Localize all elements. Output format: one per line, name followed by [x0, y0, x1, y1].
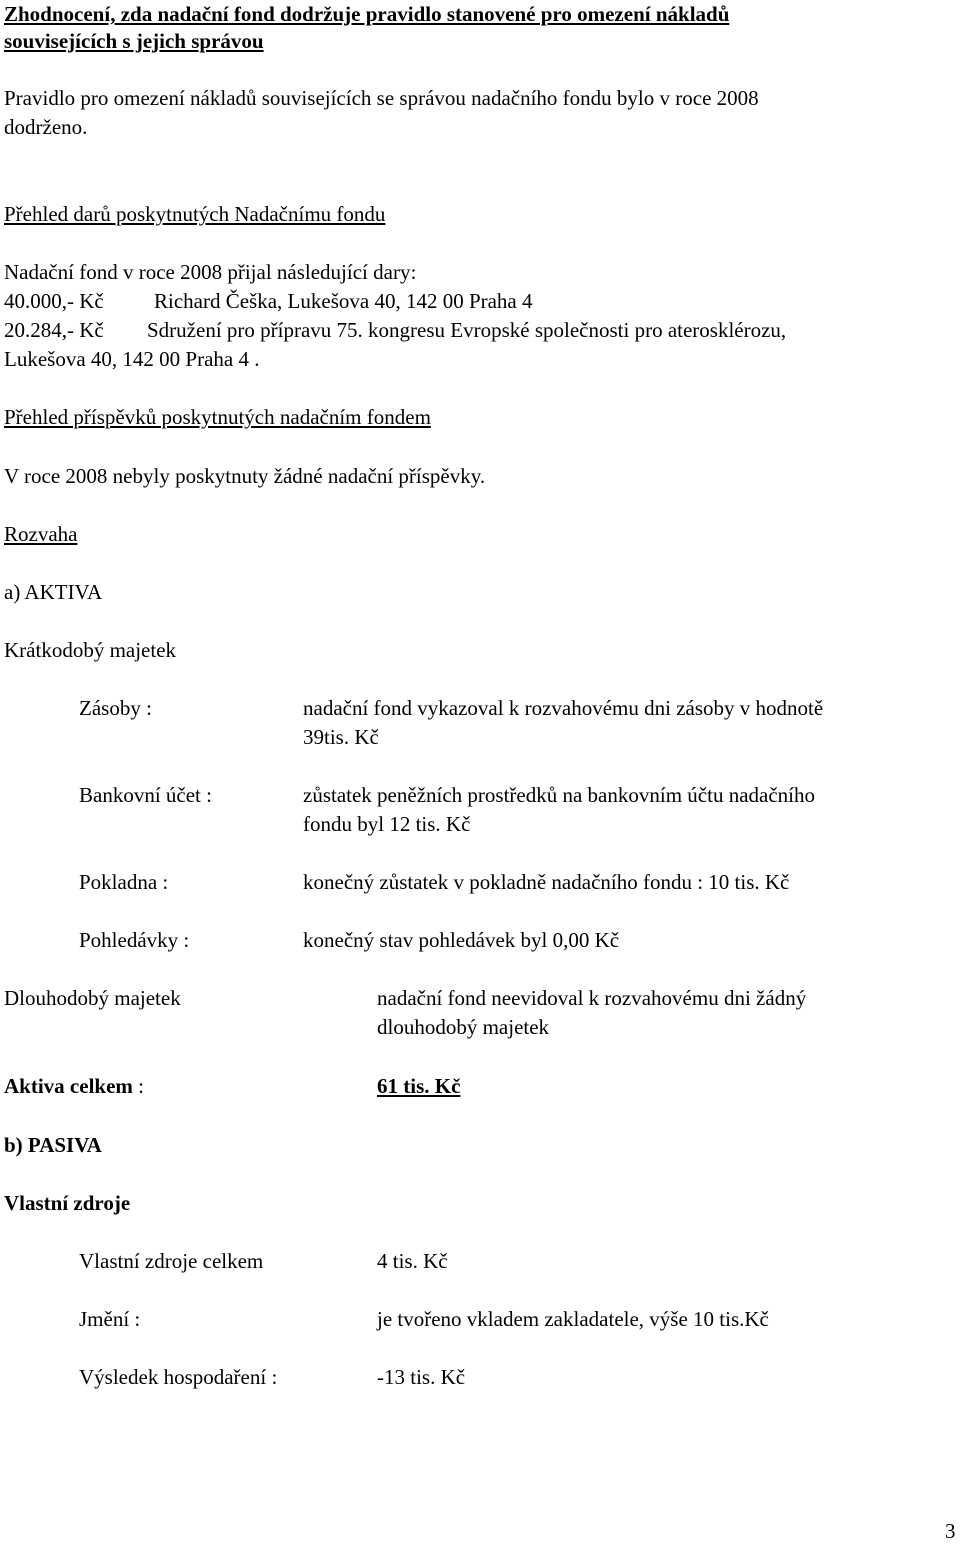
- long-term-assets-heading: Dlouhodobý majetek: [4, 986, 181, 1010]
- assets-total-value: 61 tis. Kč: [377, 1074, 461, 1098]
- short-term-item-value: zůstatek peněžních prostředků na bankovním účtu nadačního: [303, 783, 815, 807]
- gift-donor-continued: Lukešova 40, 142 00 Praha 4 .: [4, 347, 260, 371]
- short-term-item-label: Pokladna :: [79, 870, 169, 894]
- gift-donor: Sdružení pro přípravu 75. kongresu Evropské společnosti pro aterosklérozu,: [147, 318, 787, 342]
- gifts-heading: Přehled darů poskytnutých Nadačnímu fondu: [4, 202, 386, 226]
- contributions-text: V roce 2008 nebyly poskytnuty žádné nadační příspěvky.: [4, 464, 486, 488]
- equity-item-label: Vlastní zdroje celkem: [79, 1249, 264, 1273]
- equity-item-label: Jmění :: [79, 1307, 141, 1331]
- equity-item-label: Výsledek hospodaření :: [79, 1365, 278, 1389]
- equity-heading: Vlastní zdroje: [4, 1191, 131, 1215]
- short-term-item-value: 39tis. Kč: [303, 725, 379, 749]
- short-term-item-label: Pohledávky :: [79, 928, 190, 952]
- short-term-item-value: konečný zůstatek v pokladně nadačního fondu : 10 tis. Kč: [303, 870, 790, 894]
- gift-amount: 40.000,- Kč: [4, 289, 104, 313]
- long-term-assets-value: nadační fond neevidoval k rozvahovému dni žádný: [377, 986, 807, 1010]
- equity-item-value: -13 tis. Kč: [377, 1365, 466, 1389]
- cost-rule-heading-line2: souvisejících s jejich správou: [4, 29, 264, 53]
- assets-total-label-text: Aktiva celkem: [4, 1074, 133, 1098]
- assets-heading: a) AKTIVA: [4, 580, 103, 604]
- short-term-item-value: fondu byl 12 tis. Kč: [303, 812, 471, 836]
- gift-donor: Richard Češka, Lukešova 40, 142 00 Praha 4: [154, 289, 533, 313]
- cost-rule-text-line2: dodrženo.: [4, 115, 88, 139]
- equity-item-value: 4 tis. Kč: [377, 1249, 448, 1273]
- gift-amount: 20.284,- Kč: [4, 318, 104, 342]
- long-term-assets-value: dlouhodobý majetek: [377, 1015, 550, 1039]
- balance-heading: Rozvaha: [4, 522, 78, 546]
- contributions-heading: Přehled příspěvků poskytnutých nadačním fondem: [4, 405, 431, 429]
- gifts-intro: Nadační fond v roce 2008 přijal následující dary:: [4, 260, 417, 284]
- cost-rule-heading-line1: Zhodnocení, zda nadační fond dodržuje pravidlo stanovené pro omezení nákladů: [4, 2, 730, 26]
- assets-total-colon: :: [132, 1074, 144, 1098]
- equity-item-value: je tvořeno vkladem zakladatele, výše 10 tis.Kč: [377, 1307, 769, 1331]
- assets-total-label: [4, 1072, 144, 1101]
- liabilities-heading: b) PASIVA: [4, 1133, 102, 1157]
- short-term-item-value: konečný stav pohledávek byl 0,00 Kč: [303, 928, 620, 952]
- page-number: 3: [945, 1519, 956, 1543]
- short-term-item-label: Zásoby :: [79, 696, 152, 720]
- short-term-assets-heading: Krátkodobý majetek: [4, 638, 177, 662]
- cost-rule-text-line1: Pravidlo pro omezení nákladů souvisejících se správou nadačního fondu bylo v roce 2008: [4, 86, 759, 110]
- short-term-item-value: nadační fond vykazoval k rozvahovému dni zásoby v hodnotě: [303, 696, 824, 720]
- short-term-item-label: Bankovní účet :: [79, 783, 212, 807]
